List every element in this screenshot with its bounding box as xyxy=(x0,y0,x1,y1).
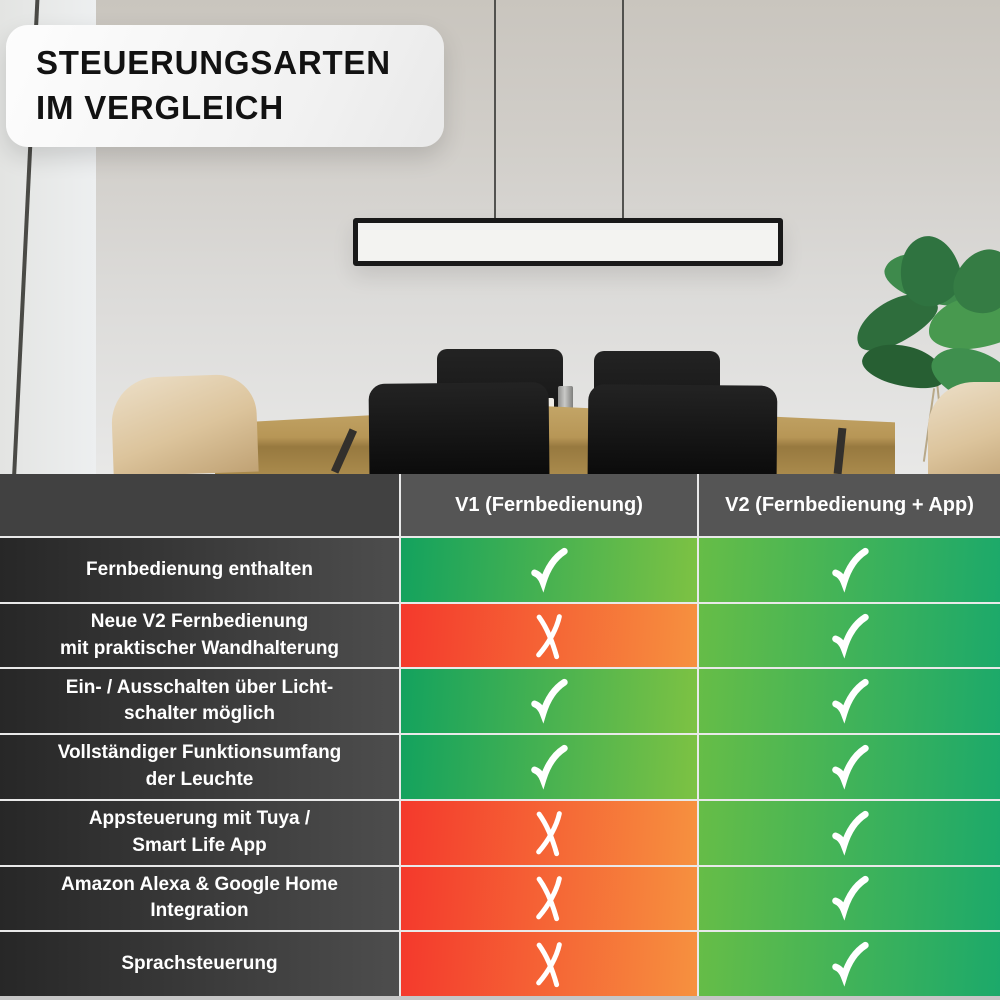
title-card xyxy=(6,25,444,147)
cross-icon xyxy=(531,609,567,663)
feature-label-line: schalter möglich xyxy=(124,703,275,725)
mark-cell-v2 xyxy=(699,669,1000,733)
check-icon xyxy=(825,611,875,661)
dining-table xyxy=(215,406,895,474)
feature-label-line: Amazon Alexa & Google Home xyxy=(61,873,338,895)
feature-label-line: Vollständiger Funktionsumfang xyxy=(57,742,342,764)
cross-icon xyxy=(531,806,567,860)
feature-label-line: mit praktischer Wandhalterung xyxy=(59,637,340,659)
check-icon xyxy=(825,676,875,726)
feature-label xyxy=(0,735,399,799)
check-icon xyxy=(524,545,574,595)
bottom-border xyxy=(0,996,1000,1000)
mark-cell-v2 xyxy=(699,801,1000,865)
check-icon xyxy=(825,939,875,989)
page-title-line2: IM VERGLEICH xyxy=(36,89,284,126)
mark-cell-v2 xyxy=(699,735,1000,799)
comparison-table xyxy=(0,474,1000,1000)
feature-label-line: Neue V2 Fernbedienung xyxy=(90,610,309,632)
header-v2-cell: V2 (Fernbedienung + App) xyxy=(699,474,1000,536)
check-icon xyxy=(825,545,875,595)
feature-label-line: Integration xyxy=(150,900,249,922)
mark-cell-v1 xyxy=(401,604,697,668)
feature-label-line: der Leuchte xyxy=(145,768,254,790)
check-icon xyxy=(825,742,875,792)
mark-cell-v1 xyxy=(401,669,697,733)
mark-cell-v2 xyxy=(699,932,1000,996)
mark-cell-v1 xyxy=(401,538,697,602)
pendant-lamp xyxy=(353,218,783,266)
cross-icon xyxy=(531,937,567,991)
beige-chair-left xyxy=(110,373,258,474)
cross-icon xyxy=(531,871,567,925)
header-feature-cell xyxy=(0,474,399,536)
feature-label xyxy=(0,538,399,602)
feature-label xyxy=(0,867,399,931)
mark-cell-v2 xyxy=(699,867,1000,931)
lamp-cable-left xyxy=(494,0,496,222)
mark-cell-v2 xyxy=(699,604,1000,668)
mark-cell-v1 xyxy=(401,932,697,996)
feature-label xyxy=(0,669,399,733)
mark-cell-v1 xyxy=(401,867,697,931)
feature-label-line: Sprachsteuerung xyxy=(121,952,278,974)
feature-label xyxy=(0,604,399,668)
mark-cell-v1 xyxy=(401,735,697,799)
feature-label-line: Smart Life App xyxy=(132,834,267,856)
lamp-cable-right xyxy=(622,0,624,222)
check-icon xyxy=(825,808,875,858)
check-icon xyxy=(524,742,574,792)
feature-label xyxy=(0,932,399,996)
header-v1-cell: V1 (Fernbedienung) xyxy=(401,474,697,536)
check-icon xyxy=(825,873,875,923)
black-chair-front-right xyxy=(588,384,778,474)
page-title-line1: STEUERUNGSARTEN xyxy=(36,44,391,82)
mark-cell-v1 xyxy=(401,801,697,865)
feature-label-line: Fernbedienung enthalten xyxy=(86,558,313,580)
check-icon xyxy=(524,676,574,726)
mark-cell-v2 xyxy=(699,538,1000,602)
black-chair-front-left xyxy=(369,382,550,474)
feature-label-line: Appsteuerung mit Tuya / xyxy=(88,808,311,830)
feature-label-line: Ein- / Ausschalten über Licht- xyxy=(65,676,334,698)
feature-label xyxy=(0,801,399,865)
